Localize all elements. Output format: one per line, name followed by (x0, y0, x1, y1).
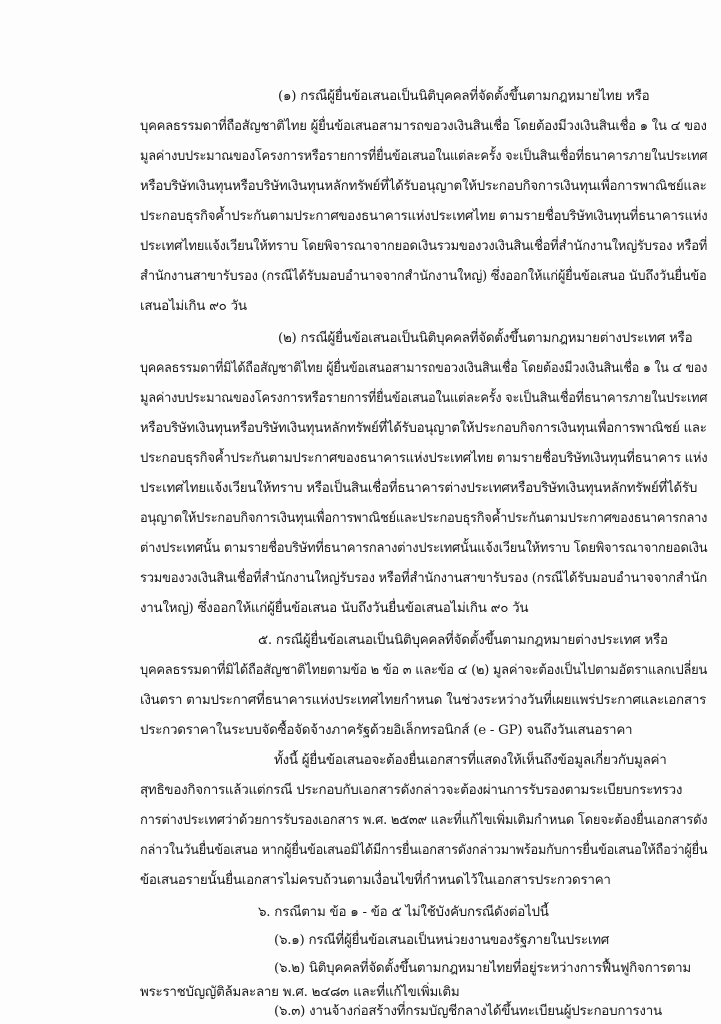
clause-6-1-line-1: (๖.๑) กรณีที่ผู้ยื่นข้อเสนอเป็นหน่วยงานของรัฐภายในประเทศ (274, 933, 610, 948)
clause-4-1-line-6: ประเทศไทยแจ้งเวียนให้ทราบ โดยพิจารณาจากยอดเงินรวมของวงเงินสินเชื่อที่สำนักงานใหญ่รับรอง หรือที่ (140, 239, 708, 254)
clause-6-line-1: ๖. กรณีตาม ข้อ ๑ - ข้อ ๕ ไม่ใช้บังคับกรณีดังต่อไปนี้ (258, 905, 549, 920)
clause-5-line-1: ๕. กรณีผู้ยื่นข้อเสนอเป็นนิติบุคคลที่จัดตั้งขึ้นตามกฎหมายต่างประเทศ หรือ (258, 633, 668, 648)
clause-6-2-line-2: พระราชบัญญัติล้มละลาย พ.ศ. ๒๔๘๓ และที่แก้ไขเพิ่มเติม (140, 985, 460, 1000)
clause-5-note-line-4: กล่าวในวันยื่นข้อเสนอ หากผู้ยื่นข้อเสนอมิได้มีการยื่นเอกสารดังกล่าวมาพร้อมกับการยื่นข้อเสนอให้ถือว่าผู้ยื่น (140, 843, 708, 858)
clause-5-note-line-2: สุทธิของกิจการแล้วแต่กรณี ประกอบกับเอกสารดังกล่าวจะต้องผ่านการรับรองตามระเบียบกระทรวง (140, 783, 683, 798)
clause-5-note-line-3: การต่างประเทศว่าด้วยการรับรองเอกสาร พ.ศ. ๒๕๓๙ และที่แก้ไขเพิ่มเติมกำหนด โดยจะต้องยื่นเอกสารดัง (140, 813, 708, 828)
clause-4-2-line-3: มูลค่างบประมาณของโครงการหรือรายการที่ยื่นข้อเสนอในแต่ละครั้ง จะเป็นสินเชื่อที่ธนาคารภายในประเทศ (140, 391, 708, 406)
clause-4-1-line-2: บุคคลธรรมดาที่ถือสัญชาติไทย ผู้ยื่นข้อเสนอสามารถขอวงเงินสินเชื่อ โดยต้องมีวงเงินสินเชื่อ ๑ ใน ๔ ของ (140, 119, 707, 134)
clause-4-2-line-1: (๒) กรณีผู้ยื่นข้อเสนอเป็นนิติบุคคลที่จัดตั้งขึ้นตามกฎหมายต่างประเทศ หรือ (278, 331, 693, 346)
clause-4-2-line-6: ประเทศไทยแจ้งเวียนให้ทราบ หรือเป็นสินเชื่อที่ธนาคารต่างประเทศหรือบริษัทเงินทุนหลักทรัพย์ที่ได้รับ (140, 481, 698, 496)
clause-5-note-line-1: ทั้งนี้ ผู้ยื่นข้อเสนอจะต้องยื่นเอกสารที่แสดงให้เห็นถึงข้อมูลเกี่ยวกับมูลค่า (274, 753, 667, 768)
clause-5-line-3: เงินตรา ตามประกาศที่ธนาคารแห่งประเทศไทยกำหนด ในช่วงระหว่างวันที่เผยแพร่ประกาศและเอกสาร (140, 693, 707, 708)
clause-4-2-line-5: ประกอบธุรกิจค้ำประกันตามประกาศของธนาคารแห่งประเทศไทย ตามรายชื่อบริษัทเงินทุนที่ธนาคาร แห่ง (140, 451, 708, 466)
clause-4-1-line-3: มูลค่างบประมาณของโครงการหรือรายการที่ยื่นข้อเสนอในแต่ละครั้ง จะเป็นสินเชื่อที่ธนาคารภายในประเทศ (140, 149, 708, 164)
clause-4-2-line-7: อนุญาตให้ประกอบกิจการเงินทุนเพื่อการพาณิชย์และประกอบธุรกิจค้ำประกันตามประกาศของธนาคารกลาง (140, 511, 708, 526)
clause-4-1-line-8: เสนอไม่เกิน ๙๐ วัน (140, 299, 247, 314)
clause-6-3-line-1: (๖.๓) งานจ้างก่อสร้างที่กรมบัญชีกลางได้ขึ้นทะเบียนผู้ประกอบการงาน (274, 1004, 662, 1019)
clause-4-1-line-1: (๑) กรณีผู้ยื่นข้อเสนอเป็นนิติบุคคลที่จัดตั้งขึ้นตามกฎหมายไทย หรือ (278, 89, 650, 104)
clause-4-2-line-4: หรือบริษัทเงินทุนหรือบริษัทเงินทุนหลักทรัพย์ที่ได้รับอนุญาตให้ประกอบกิจการเงินทุนเพื่อการพาณิชย์ และ (140, 421, 707, 436)
clause-5-note-line-5: ข้อเสนอรายนั้นยื่นเอกสารไม่ครบถ้วนตามเงื่อนไขที่กำหนดไว้ในเอกสารประกวดราคา (140, 873, 611, 888)
clause-4-2-line-2: บุคคลธรรมดาที่มิได้ถือสัญชาติไทย ผู้ยื่นข้อเสนอสามารถขอวงเงินสินเชื่อ โดยต้องมีวงเงินสินเชื่อ ๑ ใน ๔ ของ (140, 361, 708, 376)
clause-5-line-4: ประกวดราคาในระบบจัดซื้อจัดจ้างภาครัฐด้วยอิเล็กทรอนิกส์ (e - GP) จนถึงวันเสนอราคา (140, 723, 633, 738)
clause-4-2-line-8: ต่างประเทศนั้น ตามรายชื่อบริษัทที่ธนาคารกลางต่างประเทศนั้นแจ้งเวียนให้ทราบ โดยพิจารณาจากยอดเงิน (140, 541, 708, 556)
clause-4-1-line-5: ประกอบธุรกิจค้ำประกันตามประกาศของธนาคารแห่งประเทศไทย ตามรายชื่อบริษัทเงินทุนที่ธนาคารแห่ง (140, 209, 708, 224)
clause-6-2-line-1: (๖.๒) นิติบุคคลที่จัดตั้งขึ้นตามกฎหมายไทยที่อยู่ระหว่างการฟื้นฟูกิจการตาม (274, 961, 691, 976)
clause-4-2-line-9: รวมของวงเงินสินเชื่อที่สำนักงานใหญ่รับรอง หรือที่สำนักงานสาขารับรอง (กรณีได้รับมอบอำนาจจากสำนัก (140, 571, 707, 586)
clause-4-1-line-7: สำนักงานสาขารับรอง (กรณีได้รับมอบอำนาจจากสำนักงานใหญ่) ซึ่งออกให้แก่ผู้ยื่นข้อเสนอ นับถึงวันยื่นข้อ (140, 269, 707, 284)
clause-4-1-line-4: หรือบริษัทเงินทุนหรือบริษัทเงินทุนหลักทรัพย์ที่ได้รับอนุญาตให้ประกอบกิจการเงินทุนเพื่อการพาณิชย์และ (140, 179, 707, 194)
clause-5-line-2: บุคคลธรรมดาที่มิได้ถือสัญชาติไทยตามข้อ ๒ ข้อ ๓ และข้อ ๔ (๒) มูลค่าจะต้องเป็นไปตามอัตราแลกเปลี่ยน (140, 663, 708, 678)
clause-4-2-line-10: งานใหญ่) ซึ่งออกให้แก่ผู้ยื่นข้อเสนอ นับถึงวันยื่นข้อเสนอไม่เกิน ๙๐ วัน (140, 601, 529, 616)
